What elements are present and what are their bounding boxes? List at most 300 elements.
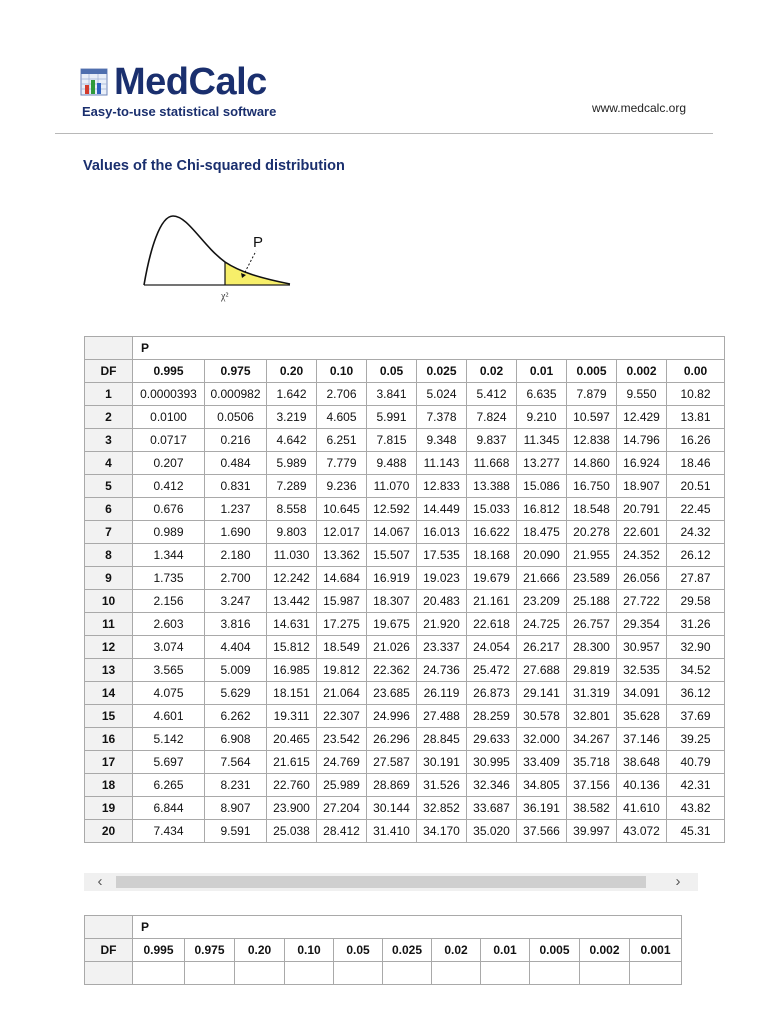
p-value-header: 0.002	[580, 939, 630, 962]
value-cell: 22.307	[317, 705, 367, 728]
value-cell: 6.844	[133, 797, 205, 820]
p-value-header: 0.001	[630, 939, 682, 962]
value-cell: 8.558	[267, 498, 317, 521]
value-cell: 11.143	[417, 452, 467, 475]
value-cell: 5.142	[133, 728, 205, 751]
value-cell: 5.629	[205, 682, 267, 705]
value-cell: 11.345	[517, 429, 567, 452]
table-row	[85, 751, 725, 774]
p-value-header: 0.995	[133, 939, 185, 962]
value-cell: 41.610	[617, 797, 667, 820]
df-cell: 15	[85, 705, 133, 728]
value-cell: 15.086	[517, 475, 567, 498]
value-cell: 9.488	[367, 452, 417, 475]
value-cell: 20.51	[667, 475, 725, 498]
horizontal-scrollbar[interactable]	[84, 873, 698, 891]
table-row	[85, 728, 725, 751]
value-cell: 2.603	[133, 613, 205, 636]
value-cell	[185, 962, 235, 985]
value-cell: 9.803	[267, 521, 317, 544]
table-row	[85, 705, 725, 728]
value-cell: 18.46	[667, 452, 725, 475]
value-cell: 24.769	[317, 751, 367, 774]
value-cell: 28.845	[417, 728, 467, 751]
value-cell: 23.542	[317, 728, 367, 751]
value-cell: 29.141	[517, 682, 567, 705]
value-cell: 3.219	[267, 406, 317, 429]
df-cell: 13	[85, 659, 133, 682]
value-cell: 29.819	[567, 659, 617, 682]
value-cell: 19.023	[417, 567, 467, 590]
value-cell: 21.666	[517, 567, 567, 590]
value-cell: 34.805	[517, 774, 567, 797]
value-cell: 25.038	[267, 820, 317, 843]
value-cell: 6.265	[133, 774, 205, 797]
value-cell: 26.217	[517, 636, 567, 659]
value-cell: 13.277	[517, 452, 567, 475]
value-cell: 0.676	[133, 498, 205, 521]
value-cell: 37.156	[567, 774, 617, 797]
p-value-header: 0.002	[617, 360, 667, 383]
value-cell: 26.873	[467, 682, 517, 705]
value-cell: 34.267	[567, 728, 617, 751]
value-cell: 14.067	[367, 521, 417, 544]
value-cell: 35.628	[617, 705, 667, 728]
table-row	[85, 498, 725, 521]
value-cell	[630, 962, 682, 985]
value-cell: 19.812	[317, 659, 367, 682]
df-cell: 11	[85, 613, 133, 636]
value-cell: 43.072	[617, 820, 667, 843]
df-cell: 9	[85, 567, 133, 590]
value-cell: 0.0717	[133, 429, 205, 452]
df-cell: 8	[85, 544, 133, 567]
value-cell: 32.000	[517, 728, 567, 751]
value-cell: 12.242	[267, 567, 317, 590]
df-cell: 18	[85, 774, 133, 797]
value-cell: 6.251	[317, 429, 367, 452]
value-cell: 5.697	[133, 751, 205, 774]
df-cell: 10	[85, 590, 133, 613]
value-cell: 35.020	[467, 820, 517, 843]
value-cell: 18.307	[367, 590, 417, 613]
value-cell: 2.706	[317, 383, 367, 406]
value-cell: 27.488	[417, 705, 467, 728]
value-cell: 7.779	[317, 452, 367, 475]
value-cell: 18.151	[267, 682, 317, 705]
value-cell: 45.31	[667, 820, 725, 843]
value-cell: 7.879	[567, 383, 617, 406]
scrollbar-thumb[interactable]	[116, 876, 646, 888]
value-cell: 16.924	[617, 452, 667, 475]
density-curve	[144, 216, 290, 285]
value-cell: 18.168	[467, 544, 517, 567]
value-cell: 12.017	[317, 521, 367, 544]
value-cell: 24.736	[417, 659, 467, 682]
value-cell	[133, 962, 185, 985]
site-url[interactable]: www.medcalc.org	[591, 101, 686, 115]
value-cell: 26.12	[667, 544, 725, 567]
df-cell: 6	[85, 498, 133, 521]
value-cell: 34.52	[667, 659, 725, 682]
value-cell: 13.442	[267, 590, 317, 613]
table-row	[85, 475, 725, 498]
value-cell: 16.985	[267, 659, 317, 682]
value-cell: 31.526	[417, 774, 467, 797]
value-cell: 6.908	[205, 728, 267, 751]
value-cell: 37.566	[517, 820, 567, 843]
value-cell: 9.236	[317, 475, 367, 498]
value-cell: 18.907	[617, 475, 667, 498]
value-cell: 8.231	[205, 774, 267, 797]
value-cell	[235, 962, 285, 985]
value-cell: 24.054	[467, 636, 517, 659]
p-value-header: 0.005	[567, 360, 617, 383]
value-cell: 10.645	[317, 498, 367, 521]
p-value-header: 0.20	[267, 360, 317, 383]
value-cell: 36.12	[667, 682, 725, 705]
value-cell: 23.337	[417, 636, 467, 659]
value-cell: 7.434	[133, 820, 205, 843]
value-cell: 12.429	[617, 406, 667, 429]
header-row	[85, 939, 682, 962]
value-cell: 29.633	[467, 728, 517, 751]
value-cell: 14.449	[417, 498, 467, 521]
value-cell: 27.587	[367, 751, 417, 774]
df-cell: 3	[85, 429, 133, 452]
table-row	[85, 820, 725, 843]
value-cell: 22.618	[467, 613, 517, 636]
value-cell: 22.760	[267, 774, 317, 797]
value-cell: 26.296	[367, 728, 417, 751]
value-cell	[383, 962, 432, 985]
value-cell: 0.412	[133, 475, 205, 498]
value-cell: 25.472	[467, 659, 517, 682]
chi-squared-table-2	[84, 915, 682, 985]
value-cell: 15.987	[317, 590, 367, 613]
value-cell: 34.170	[417, 820, 467, 843]
value-cell: 12.833	[417, 475, 467, 498]
value-cell: 16.919	[367, 567, 417, 590]
value-cell: 30.144	[367, 797, 417, 820]
value-cell: 14.860	[567, 452, 617, 475]
value-cell: 16.013	[417, 521, 467, 544]
value-cell	[432, 962, 481, 985]
value-cell: 14.796	[617, 429, 667, 452]
value-cell: 13.362	[317, 544, 367, 567]
table-row	[85, 590, 725, 613]
p-pointer-line	[243, 251, 256, 276]
table-row	[85, 383, 725, 406]
value-cell: 24.996	[367, 705, 417, 728]
p-value-header: 0.025	[383, 939, 432, 962]
p-value-header: 0.995	[133, 360, 205, 383]
value-cell: 43.82	[667, 797, 725, 820]
value-cell: 6.262	[205, 705, 267, 728]
chi-squared-table	[84, 336, 725, 843]
value-cell: 3.565	[133, 659, 205, 682]
value-cell: 30.995	[467, 751, 517, 774]
value-cell: 7.289	[267, 475, 317, 498]
value-cell: 32.346	[467, 774, 517, 797]
value-cell: 10.82	[667, 383, 725, 406]
value-cell: 30.578	[517, 705, 567, 728]
value-cell: 1.237	[205, 498, 267, 521]
value-cell: 10.597	[567, 406, 617, 429]
value-cell: 21.615	[267, 751, 317, 774]
value-cell: 2.156	[133, 590, 205, 613]
value-cell: 3.816	[205, 613, 267, 636]
value-cell: 22.362	[367, 659, 417, 682]
value-cell: 14.631	[267, 613, 317, 636]
table-row	[85, 567, 725, 590]
value-cell: 27.204	[317, 797, 367, 820]
value-cell: 5.009	[205, 659, 267, 682]
table-row	[85, 521, 725, 544]
value-cell: 21.064	[317, 682, 367, 705]
value-cell: 26.119	[417, 682, 467, 705]
value-cell: 0.207	[133, 452, 205, 475]
df-cell: 19	[85, 797, 133, 820]
table-row	[85, 774, 725, 797]
value-cell: 6.635	[517, 383, 567, 406]
table-row	[85, 797, 725, 820]
value-cell: 16.622	[467, 521, 517, 544]
p-value-header: 0.975	[205, 360, 267, 383]
df-cell	[85, 962, 133, 985]
value-cell: 5.989	[267, 452, 317, 475]
df-cell: 7	[85, 521, 133, 544]
p-value-header: 0.10	[317, 360, 367, 383]
header-row	[85, 360, 725, 383]
value-cell: 32.852	[417, 797, 467, 820]
value-cell: 5.024	[417, 383, 467, 406]
value-cell: 29.354	[617, 613, 667, 636]
value-cell: 15.507	[367, 544, 417, 567]
df-cell: 16	[85, 728, 133, 751]
chi-squared-table-container[interactable]	[84, 336, 711, 843]
value-cell	[481, 962, 530, 985]
df-header: DF	[85, 939, 133, 962]
value-cell: 1.690	[205, 521, 267, 544]
value-cell: 22.45	[667, 498, 725, 521]
df-cell: 4	[85, 452, 133, 475]
value-cell: 20.278	[567, 521, 617, 544]
corner-cell	[85, 916, 133, 939]
value-cell: 0.0506	[205, 406, 267, 429]
value-cell	[530, 962, 580, 985]
value-cell: 27.87	[667, 567, 725, 590]
value-cell: 4.601	[133, 705, 205, 728]
value-cell: 40.136	[617, 774, 667, 797]
value-cell: 21.026	[367, 636, 417, 659]
value-cell: 38.582	[567, 797, 617, 820]
value-cell: 1.642	[267, 383, 317, 406]
value-cell: 19.679	[467, 567, 517, 590]
table-row	[85, 452, 725, 475]
value-cell: 20.465	[267, 728, 317, 751]
value-cell: 28.259	[467, 705, 517, 728]
brand-name: MedCalc	[114, 61, 267, 103]
value-cell: 32.535	[617, 659, 667, 682]
p-header: P	[133, 337, 725, 360]
value-cell: 32.801	[567, 705, 617, 728]
p-value-header: 0.05	[367, 360, 417, 383]
value-cell: 31.319	[567, 682, 617, 705]
value-cell: 0.989	[133, 521, 205, 544]
value-cell: 16.750	[567, 475, 617, 498]
value-cell: 37.69	[667, 705, 725, 728]
value-cell	[334, 962, 383, 985]
value-cell: 15.812	[267, 636, 317, 659]
brand	[80, 62, 267, 102]
page-title: Values of the Chi-squared distribution	[83, 158, 345, 174]
df-cell: 1	[85, 383, 133, 406]
value-cell: 21.920	[417, 613, 467, 636]
chi-squared-curve-figure	[140, 210, 300, 305]
p-value-header: 0.05	[334, 939, 383, 962]
value-cell: 39.997	[567, 820, 617, 843]
value-cell: 5.412	[467, 383, 517, 406]
value-cell: 28.412	[317, 820, 367, 843]
p-value-header: 0.025	[417, 360, 467, 383]
value-cell: 2.700	[205, 567, 267, 590]
value-cell: 25.188	[567, 590, 617, 613]
value-cell	[580, 962, 630, 985]
table-row	[85, 682, 725, 705]
bar-chart-icon	[80, 68, 108, 96]
value-cell: 1.344	[133, 544, 205, 567]
df-cell: 12	[85, 636, 133, 659]
value-cell: 30.957	[617, 636, 667, 659]
value-cell: 0.000982	[205, 383, 267, 406]
value-cell: 4.075	[133, 682, 205, 705]
value-cell: 26.757	[567, 613, 617, 636]
value-cell: 20.791	[617, 498, 667, 521]
chi-squared-axis-label: χ²	[221, 291, 229, 302]
value-cell: 18.549	[317, 636, 367, 659]
value-cell: 2.180	[205, 544, 267, 567]
value-cell: 11.030	[267, 544, 317, 567]
value-cell: 7.824	[467, 406, 517, 429]
df-cell: 17	[85, 751, 133, 774]
scroll-right-arrow-icon[interactable]: ›	[675, 873, 681, 890]
value-cell: 12.838	[567, 429, 617, 452]
value-cell: 36.191	[517, 797, 567, 820]
value-cell: 7.564	[205, 751, 267, 774]
p-value-header: 0.975	[185, 939, 235, 962]
table-row	[85, 659, 725, 682]
df-header: DF	[85, 360, 133, 383]
value-cell: 3.841	[367, 383, 417, 406]
value-cell: 34.091	[617, 682, 667, 705]
value-cell: 5.991	[367, 406, 417, 429]
table-row	[85, 613, 725, 636]
p-label: P	[253, 234, 264, 251]
chi-squared-table-2-container	[84, 915, 682, 975]
value-cell: 38.648	[617, 751, 667, 774]
value-cell: 0.0000393	[133, 383, 205, 406]
value-cell: 15.033	[467, 498, 517, 521]
value-cell	[285, 962, 334, 985]
value-cell: 8.907	[205, 797, 267, 820]
value-cell: 11.070	[367, 475, 417, 498]
value-cell: 19.675	[367, 613, 417, 636]
value-cell: 16.812	[517, 498, 567, 521]
value-cell: 21.955	[567, 544, 617, 567]
tagline: Easy-to-use statistical software	[82, 104, 277, 119]
value-cell: 31.410	[367, 820, 417, 843]
value-cell: 23.589	[567, 567, 617, 590]
p-value-header: 0.02	[467, 360, 517, 383]
value-cell: 27.688	[517, 659, 567, 682]
value-cell: 17.535	[417, 544, 467, 567]
value-cell: 17.275	[317, 613, 367, 636]
value-cell: 33.409	[517, 751, 567, 774]
scroll-left-arrow-icon[interactable]: ‹	[97, 873, 103, 890]
value-cell: 0.216	[205, 429, 267, 452]
df-cell: 5	[85, 475, 133, 498]
value-cell: 29.58	[667, 590, 725, 613]
value-cell: 0.0100	[133, 406, 205, 429]
p-value-header: 0.02	[432, 939, 481, 962]
value-cell: 42.31	[667, 774, 725, 797]
value-cell: 20.483	[417, 590, 467, 613]
value-cell: 27.722	[617, 590, 667, 613]
value-cell: 11.668	[467, 452, 517, 475]
table-row	[85, 636, 725, 659]
value-cell: 40.79	[667, 751, 725, 774]
value-cell: 13.81	[667, 406, 725, 429]
value-cell: 28.300	[567, 636, 617, 659]
corner-cell	[85, 337, 133, 360]
value-cell: 0.484	[205, 452, 267, 475]
table-row	[85, 429, 725, 452]
p-value-header: 0.01	[517, 360, 567, 383]
value-cell: 1.735	[133, 567, 205, 590]
value-cell: 14.684	[317, 567, 367, 590]
p-value-header: 0.10	[285, 939, 334, 962]
value-cell: 0.831	[205, 475, 267, 498]
value-cell: 33.687	[467, 797, 517, 820]
value-cell: 9.550	[617, 383, 667, 406]
df-cell: 20	[85, 820, 133, 843]
value-cell: 3.247	[205, 590, 267, 613]
value-cell: 18.475	[517, 521, 567, 544]
p-header: P	[133, 916, 682, 939]
value-cell: 4.642	[267, 429, 317, 452]
value-cell: 23.209	[517, 590, 567, 613]
value-cell: 9.591	[205, 820, 267, 843]
value-cell: 37.146	[617, 728, 667, 751]
value-cell: 24.352	[617, 544, 667, 567]
value-cell: 24.725	[517, 613, 567, 636]
value-cell: 39.25	[667, 728, 725, 751]
value-cell: 20.090	[517, 544, 567, 567]
p-value-header: 0.00	[667, 360, 725, 383]
value-cell: 9.210	[517, 406, 567, 429]
value-cell: 7.378	[417, 406, 467, 429]
value-cell: 7.815	[367, 429, 417, 452]
value-cell: 13.388	[467, 475, 517, 498]
value-cell: 19.311	[267, 705, 317, 728]
value-cell: 9.837	[467, 429, 517, 452]
value-cell: 35.718	[567, 751, 617, 774]
value-cell: 3.074	[133, 636, 205, 659]
value-cell: 18.548	[567, 498, 617, 521]
value-cell: 30.191	[417, 751, 467, 774]
value-cell: 22.601	[617, 521, 667, 544]
